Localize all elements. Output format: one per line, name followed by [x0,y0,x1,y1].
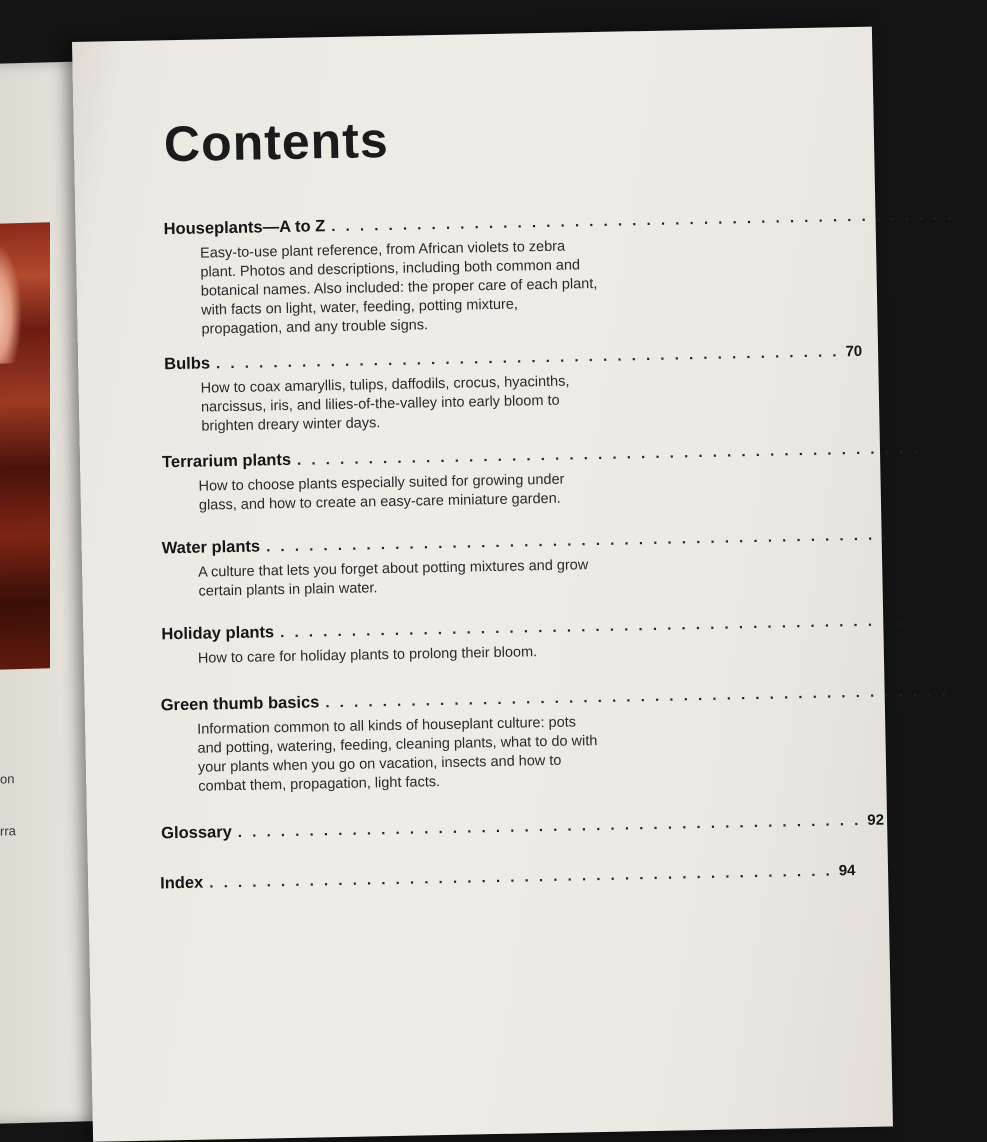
toc-entry [160,681,972,798]
dot-leader: . . . . . . . . . . . . . . . . . . . . . . . . . . . . . . . . . . . . . . . . . . . . [265,526,890,556]
toc-entry-label: Water plants [161,537,261,558]
toc-entry-page: 6 [960,205,970,223]
toc-entry-label: Index [159,873,204,893]
toc-entry-label: Bulbs [164,354,211,374]
toc-entry [161,439,944,517]
toc-entry-page: 80 [954,681,972,700]
toc-entry [161,525,913,603]
dot-leader: . . . . . . . . . . . . . . . . . . . . . . . . . . . . . . . . . . . . . . . . . . . . [331,206,955,236]
toc-entry [161,611,927,670]
contents-page [72,27,972,1142]
dot-leader: . . . . . . . . . . . . . . . . . . . . . . . . . . . . . . . . . . . . . . . . . . . . [279,612,904,642]
toc-entry-page: 78 [909,611,927,630]
toc-entry-label: Terrarium plants [161,450,292,472]
margin-text-fragment: on [0,771,15,787]
margin-text-fragment: rra [0,823,16,839]
dot-leader: . . . . . . . . . . . . . . . . . . . . . . . . . . . . . . . . . . . . . . . . . . . . [237,811,862,841]
toc-entry [159,862,856,894]
toc-entry-description: Easy-to-use plant reference, from African violets to zebra plant. Photos and descriptions, including both common and botanical names. Also included: the proper care of each plant, with facts on light, water, feeding, potting mixture, propagation, and any trouble signs. [199,238,598,338]
toc-entry-description: How to coax amaryllis, tulips, daffodils, crocus, hyacinths, narcissus, iris, and lilies-of-the-valley into early bloom to brighten dreary winter days. [200,373,570,435]
toc-entry-page: 70 [845,342,863,361]
toc-entry-description: How to care for holiday plants to prolong their bloom. [197,644,538,667]
toc-entry-page: 94 [838,862,856,880]
toc-entry-label: Houseplants—A to Z [163,217,326,239]
toc-entry-page: 76 [895,525,913,544]
dot-leader: . . . . . . . . . . . . . . . . . . . . . . . . . . . . . . . . . . . . . . . . . . . . [325,682,949,712]
toc-entry [161,811,885,844]
toc-entry-label: Holiday plants [161,623,275,644]
toc-entry-page: 92 [867,811,885,829]
toc-entry-description: Information common to all kinds of houseplant culture: pots and potting, watering, feeding, cleaning plants, what to do with your plants when you go on vacation, insects and how to combat them, propagation, light facts. [197,714,598,795]
toc-entry [163,205,970,341]
dot-leader: . . . . . . . . . . . . . . . . . . . . . . . . . . . . . . . . . . . . . . . . . . . . [215,343,840,373]
toc-entry-description: How to choose plants especially suited for growing under glass, and how to create an easy-care miniature garden. [198,471,565,514]
toc-entry-page: 74 [926,439,944,457]
dot-leader: . . . . . . . . . . . . . . . . . . . . . . . . . . . . . . . . . . . . . . . . . . . . [296,439,921,469]
toc-entry-description: A culture that lets you forget about potting mixtures and grow certain plants in plain water. [198,557,589,600]
dot-leader: . . . . . . . . . . . . . . . . . . . . . . . . . . . . . . . . . . . . . . . . . . . . [209,862,833,892]
toc-entry-label: Green thumb basics [160,693,320,715]
page-title: Contents [163,111,390,173]
toc-entry [164,342,863,438]
toc-entry-label: Glossary [161,823,232,843]
plant-photo [0,222,50,670]
